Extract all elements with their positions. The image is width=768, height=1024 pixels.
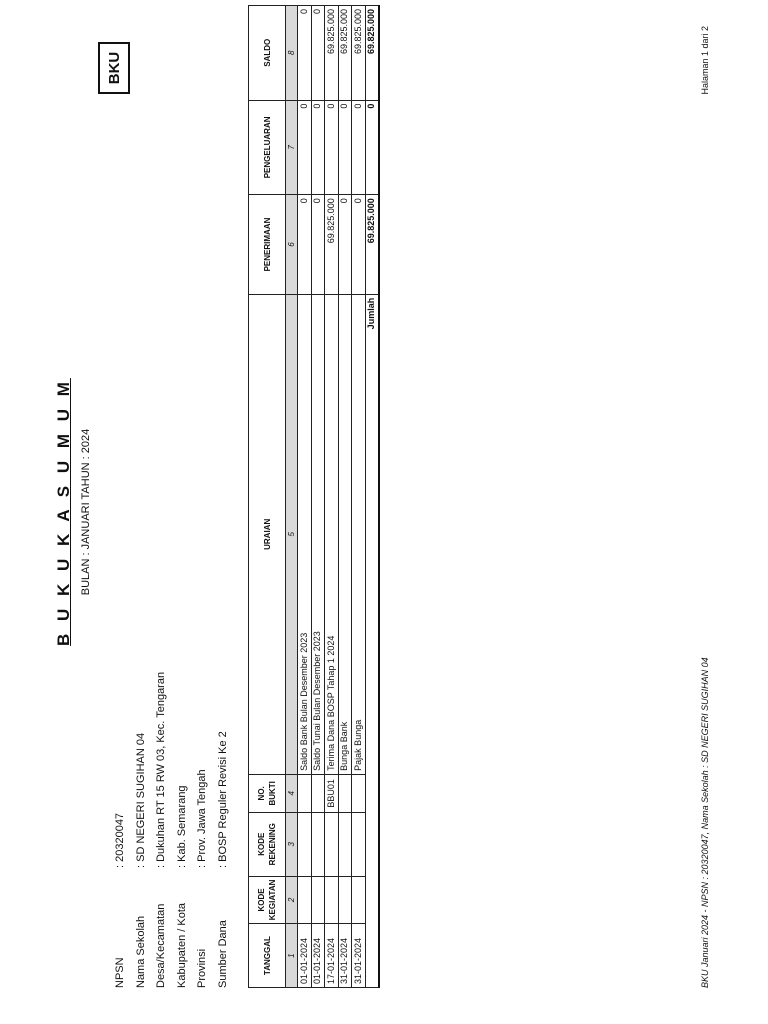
info-label: Desa/Kecamatan [155,903,168,988]
table-row [325,6,339,988]
cell-kode-kegiatan [325,876,339,924]
cell-saldo: 69.825.000 [325,6,339,101]
document-title: B U K U K A S U M U M [54,378,73,646]
bku-ledger-table [248,5,380,988]
total-pengeluaran: 0 [365,100,379,195]
cell-tanggal: 31-01-2024 [352,924,366,988]
column-header-kode-rekening: KODE REKENING [249,812,286,876]
cell-pengeluaran: 0 [352,100,366,195]
cell-penerimaan: 0 [311,195,325,295]
column-number: 8 [286,6,298,101]
column-header-pengeluaran: PENGELUARAN [249,100,286,195]
cell-kode-rekening [338,812,352,876]
column-number: 6 [286,195,298,295]
table-row [298,6,312,988]
cell-uraian: Bunga Bank [338,294,352,774]
cell-no-bukti [298,774,312,812]
cell-pengeluaran: 0 [338,100,352,195]
cell-no-bukti [338,774,352,812]
column-number: 5 [286,294,298,774]
table-total-row [365,6,379,988]
document-subtitle: BULAN : JANUARI TAHUN : 2024 [80,428,92,596]
cell-uraian: Pajak Bunga [352,294,366,774]
cell-saldo: 69.825.000 [352,6,366,101]
footer-document-note: BKU Januari 2024 - NPSN : 20320047, Nama Sekolah : SD NEGERI SUGIHAN 04 [700,657,710,988]
column-number-row [286,6,298,988]
cell-kode-rekening [325,812,339,876]
cell-kode-rekening [311,812,325,876]
info-row-regency [172,672,193,988]
table-row [338,6,352,988]
column-header-kode-kegiatan: KODE KEGIATAN [249,876,286,924]
bku-badge: BKU [98,42,130,94]
info-row-school-name [131,672,152,988]
info-value: : SD NEGERI SUGIHAN 04 [134,732,147,868]
info-value: : Dukuhan RT 15 RW 03, Kec. Tengaran [155,671,168,868]
info-value: : 20320047 [114,812,127,868]
column-number: 2 [286,876,298,924]
info-row-province [192,672,213,988]
info-value: : Kab. Semarang [175,785,188,868]
column-header-tanggal: TANGGAL [249,924,286,988]
cell-kode-kegiatan [311,876,325,924]
cell-saldo: 69.825.000 [338,6,352,101]
cell-tanggal: 01-01-2024 [298,924,312,988]
table-row [352,6,366,988]
cell-no-bukti: BBU01 [325,774,339,812]
cell-penerimaan: 0 [338,195,352,295]
column-number: 1 [286,924,298,988]
cell-uraian: Saldo Bank Bulan Desember 2023 [298,294,312,774]
column-header-penerimaan: PENERIMAAN [249,195,286,295]
info-value: : Prov. Jawa Tengah [196,769,209,868]
total-label: Jumlah [365,294,379,987]
cell-pengeluaran: 0 [325,100,339,195]
cell-pengeluaran: 0 [298,100,312,195]
table-row [311,6,325,988]
cell-tanggal: 01-01-2024 [311,924,325,988]
cell-kode-rekening [352,812,366,876]
table-header-row [249,6,286,988]
cell-no-bukti [311,774,325,812]
cell-saldo: 0 [311,6,325,101]
cell-tanggal: 17-01-2024 [325,924,339,988]
info-label: Kabupaten / Kota [175,902,188,988]
cell-saldo: 0 [298,6,312,101]
school-info [110,672,233,988]
info-label: Sumber Dana [216,920,229,988]
cell-kode-rekening [298,812,312,876]
info-row-npsn [110,672,131,988]
column-header-no-bukti: NO. BUKTI [249,774,286,812]
cell-penerimaan: 0 [298,195,312,295]
cell-no-bukti [352,774,366,812]
cell-uraian: Saldo Tunai Bulan Desember 2023 [311,294,325,774]
info-label: NPSN [114,957,127,988]
info-row-fund-source [213,672,234,988]
cell-kode-kegiatan [298,876,312,924]
column-number: 7 [286,100,298,195]
total-saldo: 69.825.000 [365,6,379,101]
footer-page-number: Halaman 1 dari 2 [700,26,710,95]
info-row-village [151,672,172,988]
cell-kode-kegiatan [352,876,366,924]
cell-penerimaan: 69.825.000 [325,195,339,295]
cell-uraian: Terima Dana BOSP Tahap 1 2024 [325,294,339,774]
total-penerimaan: 69.825.000 [365,195,379,295]
column-header-saldo: SALDO [249,6,286,101]
cell-penerimaan: 0 [352,195,366,295]
cell-kode-kegiatan [338,876,352,924]
info-value: : BOSP Reguler Revisi Ke 2 [216,731,229,868]
cell-tanggal: 31-01-2024 [338,924,352,988]
info-label: Provinsi [196,948,209,988]
cell-pengeluaran: 0 [311,100,325,195]
info-label: Nama Sekolah [134,915,147,988]
column-number: 4 [286,774,298,812]
column-number: 3 [286,812,298,876]
column-header-uraian: URAIAN [249,294,286,774]
